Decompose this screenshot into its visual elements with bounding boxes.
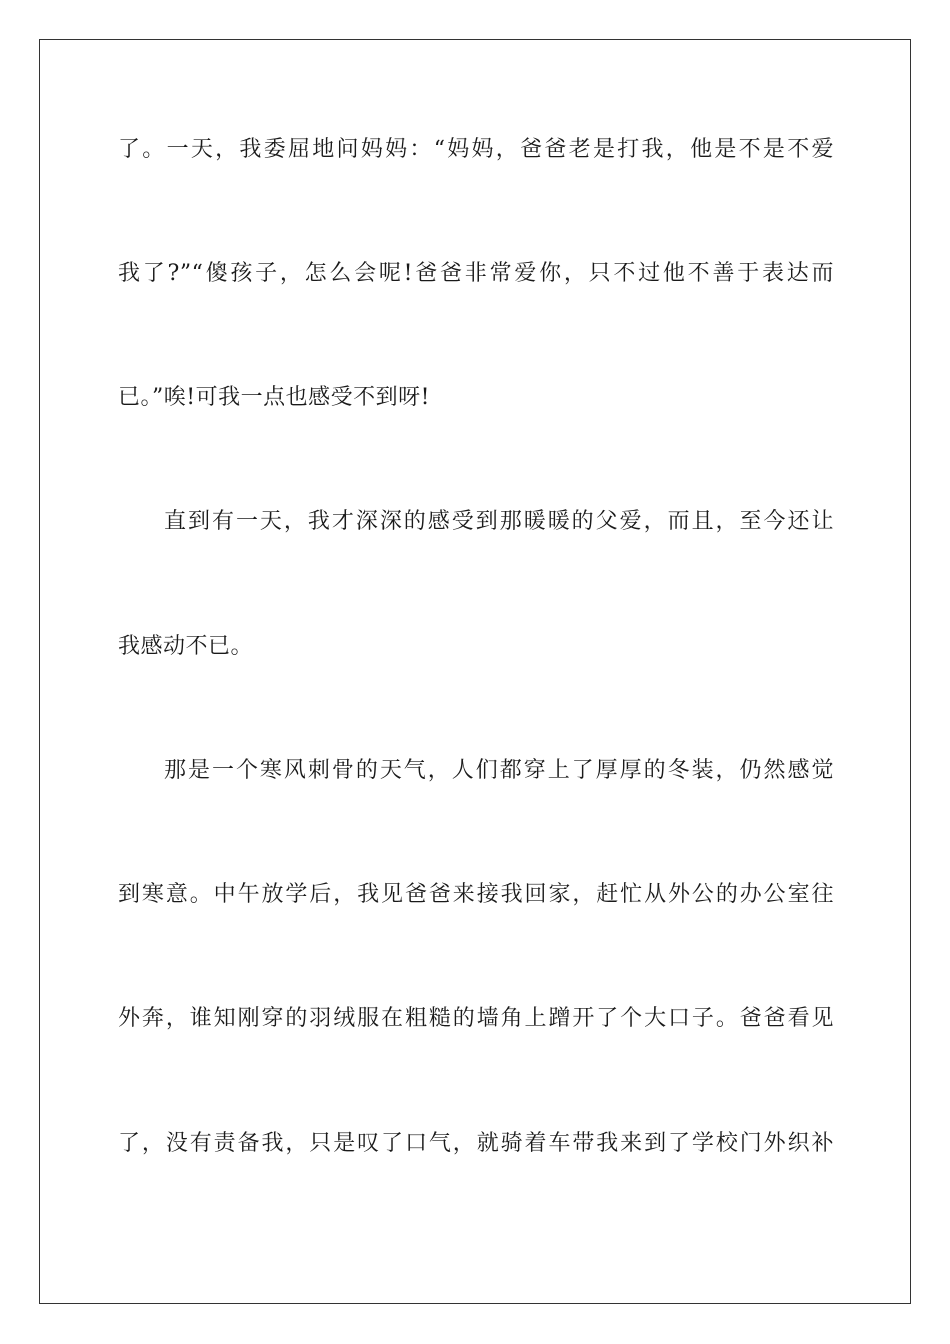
text-line-8: 外奔，谁知刚穿的羽绒服在粗糙的墙角上蹭开了个大口子。爸爸看见 (118, 1006, 834, 1031)
text-line-6: 那是一个寒风刺骨的天气，人们都穿上了厚厚的冬装，仍然感觉 (164, 758, 834, 783)
text-line-1: 了。一天，我委屈地问妈妈：“妈妈，爸爸老是打我，他是不是不爱 (118, 137, 834, 162)
text-line-4: 直到有一天，我才深深的感受到那暖暖的父爱，而且，至今还让 (164, 509, 834, 534)
text-line-2: 我了?”“傻孩子，怎么会呢!爸爸非常爱你，只不过他不善于表达而 (118, 261, 834, 286)
page-border (39, 39, 911, 1304)
text-line-5: 我感动不已。 (118, 634, 254, 659)
text-line-7: 到寒意。中午放学后，我见爸爸来接我回家，赶忙从外公的办公室往 (118, 882, 834, 907)
text-line-3: 已。”唉!可我一点也感受不到呀! (118, 385, 430, 410)
text-line-9: 了，没有责备我，只是叹了口气，就骑着车带我来到了学校门外织补 (118, 1131, 834, 1156)
